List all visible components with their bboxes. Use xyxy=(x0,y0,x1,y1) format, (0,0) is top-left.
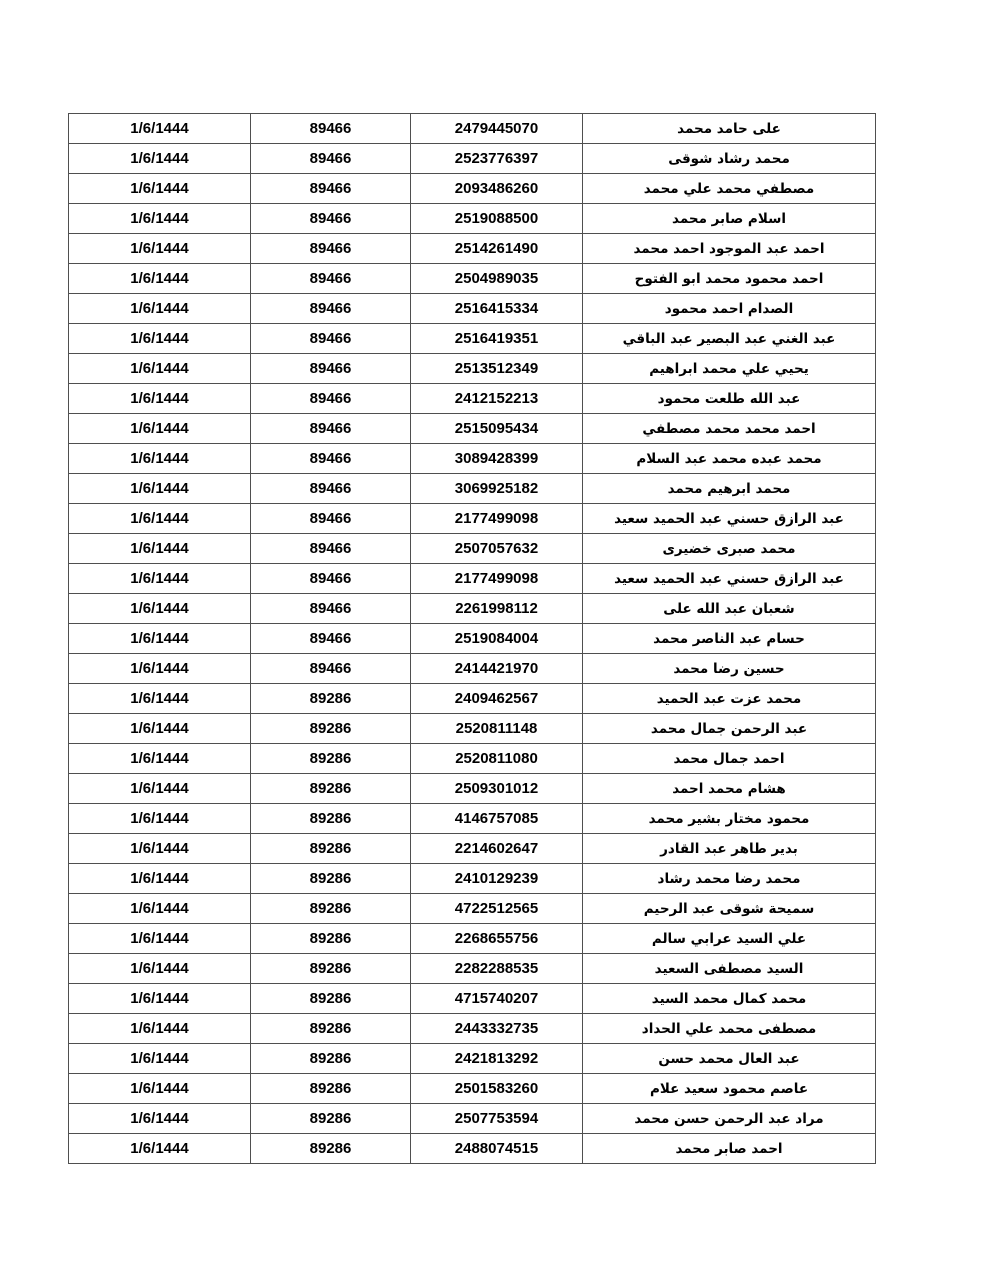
national-id-cell: 4722512565 xyxy=(411,894,583,924)
date-cell: 1/6/1444 xyxy=(69,324,251,354)
code-cell: 89466 xyxy=(251,174,411,204)
table-row xyxy=(69,864,876,894)
name-cell: مصطفي محمد علي محمد xyxy=(583,174,876,204)
table-row xyxy=(69,174,876,204)
table-row xyxy=(69,384,876,414)
date-cell: 1/6/1444 xyxy=(69,924,251,954)
name-cell: احمد صابر محمد xyxy=(583,1134,876,1164)
date-cell: 1/6/1444 xyxy=(69,234,251,264)
national-id-cell: 2421813292 xyxy=(411,1044,583,1074)
table-row xyxy=(69,294,876,324)
name-cell: محمد عبده محمد عبد السلام xyxy=(583,444,876,474)
code-cell: 89466 xyxy=(251,504,411,534)
national-id-cell: 2519084004 xyxy=(411,624,583,654)
name-cell: محمد رشاد شوقى xyxy=(583,144,876,174)
table-row xyxy=(69,324,876,354)
national-id-cell: 2515095434 xyxy=(411,414,583,444)
table-row xyxy=(69,744,876,774)
table-row xyxy=(69,954,876,984)
date-cell: 1/6/1444 xyxy=(69,294,251,324)
table-row xyxy=(69,684,876,714)
code-cell: 89466 xyxy=(251,444,411,474)
national-id-cell: 2501583260 xyxy=(411,1074,583,1104)
code-cell: 89466 xyxy=(251,624,411,654)
date-cell: 1/6/1444 xyxy=(69,954,251,984)
name-cell: عبد العال محمد حسن xyxy=(583,1044,876,1074)
national-id-cell: 2177499098 xyxy=(411,504,583,534)
table-row xyxy=(69,534,876,564)
name-cell: محمد ابرهيم محمد xyxy=(583,474,876,504)
national-id-cell: 4715740207 xyxy=(411,984,583,1014)
date-cell: 1/6/1444 xyxy=(69,1104,251,1134)
table-row xyxy=(69,444,876,474)
code-cell: 89286 xyxy=(251,984,411,1014)
national-id-cell: 4146757085 xyxy=(411,804,583,834)
records-table xyxy=(68,113,876,1164)
date-cell: 1/6/1444 xyxy=(69,624,251,654)
table-row xyxy=(69,1134,876,1164)
date-cell: 1/6/1444 xyxy=(69,354,251,384)
code-cell: 89286 xyxy=(251,774,411,804)
table-row xyxy=(69,774,876,804)
table-row xyxy=(69,474,876,504)
date-cell: 1/6/1444 xyxy=(69,744,251,774)
national-id-cell: 2443332735 xyxy=(411,1014,583,1044)
national-id-cell: 2414421970 xyxy=(411,654,583,684)
code-cell: 89286 xyxy=(251,1074,411,1104)
table-row xyxy=(69,264,876,294)
date-cell: 1/6/1444 xyxy=(69,654,251,684)
name-cell: عبد الغني عبد البصير عبد الباقي xyxy=(583,324,876,354)
date-cell: 1/6/1444 xyxy=(69,474,251,504)
code-cell: 89466 xyxy=(251,534,411,564)
name-cell: اسلام صابر محمد xyxy=(583,204,876,234)
table-row xyxy=(69,1044,876,1074)
national-id-cell: 2282288535 xyxy=(411,954,583,984)
code-cell: 89466 xyxy=(251,234,411,264)
national-id-cell: 3089428399 xyxy=(411,444,583,474)
code-cell: 89286 xyxy=(251,684,411,714)
national-id-cell: 2507753594 xyxy=(411,1104,583,1134)
table-row xyxy=(69,714,876,744)
national-id-cell: 2520811148 xyxy=(411,714,583,744)
national-id-cell: 2523776397 xyxy=(411,144,583,174)
name-cell: السيد مصطفى السعيد xyxy=(583,954,876,984)
national-id-cell: 2519088500 xyxy=(411,204,583,234)
code-cell: 89286 xyxy=(251,804,411,834)
code-cell: 89286 xyxy=(251,894,411,924)
name-cell: عبد الرازق حسني عبد الحميد سعيد xyxy=(583,564,876,594)
name-cell: احمد جمال محمد xyxy=(583,744,876,774)
national-id-cell: 2507057632 xyxy=(411,534,583,564)
national-id-cell: 2516415334 xyxy=(411,294,583,324)
code-cell: 89466 xyxy=(251,294,411,324)
date-cell: 1/6/1444 xyxy=(69,594,251,624)
national-id-cell: 2514261490 xyxy=(411,234,583,264)
name-cell: احمد عبد الموجود احمد محمد xyxy=(583,234,876,264)
code-cell: 89466 xyxy=(251,564,411,594)
table-body xyxy=(69,114,876,1164)
date-cell: 1/6/1444 xyxy=(69,684,251,714)
table-row xyxy=(69,114,876,144)
name-cell: محمود مختار بشير محمد xyxy=(583,804,876,834)
date-cell: 1/6/1444 xyxy=(69,534,251,564)
date-cell: 1/6/1444 xyxy=(69,144,251,174)
national-id-cell: 2410129239 xyxy=(411,864,583,894)
date-cell: 1/6/1444 xyxy=(69,894,251,924)
table-row xyxy=(69,804,876,834)
table-row xyxy=(69,144,876,174)
name-cell: محمد صبرى خضيرى xyxy=(583,534,876,564)
code-cell: 89286 xyxy=(251,834,411,864)
table-row xyxy=(69,1014,876,1044)
name-cell: محمد كمال محمد السيد xyxy=(583,984,876,1014)
date-cell: 1/6/1444 xyxy=(69,204,251,234)
name-cell: حسام عبد الناصر محمد xyxy=(583,624,876,654)
name-cell: الصدام احمد محمود xyxy=(583,294,876,324)
name-cell: علي السيد عرابي سالم xyxy=(583,924,876,954)
code-cell: 89466 xyxy=(251,264,411,294)
name-cell: شعبان عبد الله على xyxy=(583,594,876,624)
date-cell: 1/6/1444 xyxy=(69,384,251,414)
date-cell: 1/6/1444 xyxy=(69,264,251,294)
code-cell: 89286 xyxy=(251,714,411,744)
national-id-cell: 2504989035 xyxy=(411,264,583,294)
table-row xyxy=(69,504,876,534)
name-cell: هشام محمد احمد xyxy=(583,774,876,804)
code-cell: 89286 xyxy=(251,924,411,954)
national-id-cell: 2488074515 xyxy=(411,1134,583,1164)
name-cell: سميحة شوقى عبد الرحيم xyxy=(583,894,876,924)
code-cell: 89286 xyxy=(251,1014,411,1044)
national-id-cell: 2520811080 xyxy=(411,744,583,774)
code-cell: 89286 xyxy=(251,954,411,984)
national-id-cell: 2412152213 xyxy=(411,384,583,414)
name-cell: مراد عبد الرحمن حسن محمد xyxy=(583,1104,876,1134)
code-cell: 89466 xyxy=(251,414,411,444)
code-cell: 89286 xyxy=(251,864,411,894)
table-row xyxy=(69,354,876,384)
table-row xyxy=(69,654,876,684)
national-id-cell: 2509301012 xyxy=(411,774,583,804)
code-cell: 89286 xyxy=(251,1104,411,1134)
national-id-cell: 2261998112 xyxy=(411,594,583,624)
date-cell: 1/6/1444 xyxy=(69,444,251,474)
date-cell: 1/6/1444 xyxy=(69,174,251,204)
name-cell: يحيي علي محمد ابراهيم xyxy=(583,354,876,384)
code-cell: 89466 xyxy=(251,324,411,354)
national-id-cell: 2093486260 xyxy=(411,174,583,204)
national-id-cell: 2479445070 xyxy=(411,114,583,144)
code-cell: 89466 xyxy=(251,144,411,174)
name-cell: عبد الرازق حسني عبد الحميد سعيد xyxy=(583,504,876,534)
table-row xyxy=(69,1104,876,1134)
date-cell: 1/6/1444 xyxy=(69,1014,251,1044)
table-row xyxy=(69,924,876,954)
table-row xyxy=(69,204,876,234)
name-cell: محمد عزت عبد الحميد xyxy=(583,684,876,714)
code-cell: 89466 xyxy=(251,594,411,624)
table-row xyxy=(69,834,876,864)
table-row xyxy=(69,984,876,1014)
date-cell: 1/6/1444 xyxy=(69,504,251,534)
code-cell: 89286 xyxy=(251,1134,411,1164)
code-cell: 89466 xyxy=(251,114,411,144)
table-row xyxy=(69,414,876,444)
date-cell: 1/6/1444 xyxy=(69,774,251,804)
date-cell: 1/6/1444 xyxy=(69,984,251,1014)
code-cell: 89466 xyxy=(251,354,411,384)
code-cell: 89286 xyxy=(251,744,411,774)
date-cell: 1/6/1444 xyxy=(69,714,251,744)
national-id-cell: 2177499098 xyxy=(411,564,583,594)
name-cell: على حامد محمد xyxy=(583,114,876,144)
date-cell: 1/6/1444 xyxy=(69,114,251,144)
national-id-cell: 2513512349 xyxy=(411,354,583,384)
national-id-cell: 2214602647 xyxy=(411,834,583,864)
name-cell: عاصم محمود سعيد علام xyxy=(583,1074,876,1104)
name-cell: عبد الله طلعت محمود xyxy=(583,384,876,414)
code-cell: 89286 xyxy=(251,1044,411,1074)
table-row xyxy=(69,594,876,624)
name-cell: بدير طاهر عبد القادر xyxy=(583,834,876,864)
date-cell: 1/6/1444 xyxy=(69,564,251,594)
date-cell: 1/6/1444 xyxy=(69,414,251,444)
name-cell: مصطفى محمد علي الحداد xyxy=(583,1014,876,1044)
code-cell: 89466 xyxy=(251,474,411,504)
national-id-cell: 2516419351 xyxy=(411,324,583,354)
national-id-cell: 2409462567 xyxy=(411,684,583,714)
table-row xyxy=(69,624,876,654)
date-cell: 1/6/1444 xyxy=(69,834,251,864)
date-cell: 1/6/1444 xyxy=(69,864,251,894)
table-row xyxy=(69,1074,876,1104)
name-cell: عبد الرحمن جمال محمد xyxy=(583,714,876,744)
table-row xyxy=(69,234,876,264)
code-cell: 89466 xyxy=(251,204,411,234)
date-cell: 1/6/1444 xyxy=(69,1074,251,1104)
national-id-cell: 3069925182 xyxy=(411,474,583,504)
name-cell: احمد محمود محمد ابو الفتوح xyxy=(583,264,876,294)
date-cell: 1/6/1444 xyxy=(69,804,251,834)
code-cell: 89466 xyxy=(251,654,411,684)
national-id-cell: 2268655756 xyxy=(411,924,583,954)
name-cell: محمد رضا محمد رشاد xyxy=(583,864,876,894)
name-cell: احمد محمد محمد مصطفي xyxy=(583,414,876,444)
date-cell: 1/6/1444 xyxy=(69,1134,251,1164)
name-cell: حسين رضا محمد xyxy=(583,654,876,684)
date-cell: 1/6/1444 xyxy=(69,1044,251,1074)
code-cell: 89466 xyxy=(251,384,411,414)
table-row xyxy=(69,894,876,924)
table-row xyxy=(69,564,876,594)
